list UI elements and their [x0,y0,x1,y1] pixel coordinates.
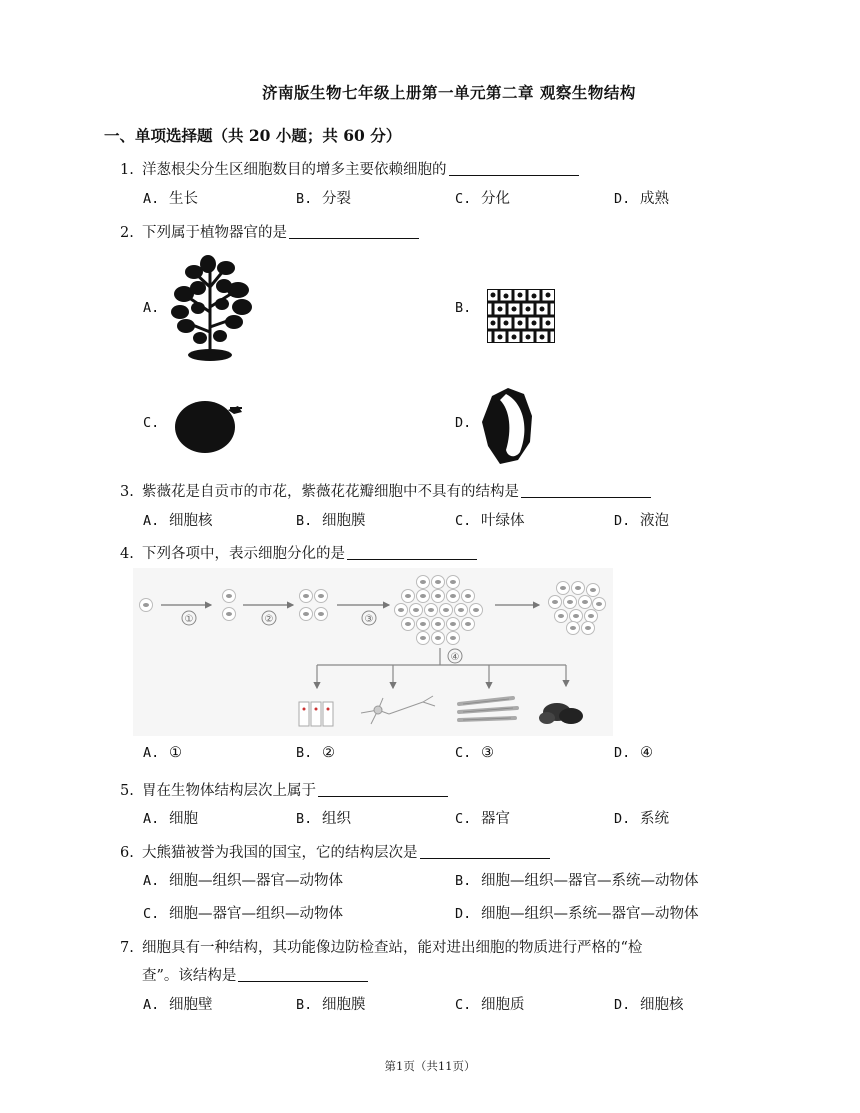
question-text: 洋葱根尖分生区细胞数目的增多主要依赖细胞的 [142,162,447,178]
question-6 [120,841,550,862]
option-c[interactable]: C. 细胞—器官—组织—动物体 [143,906,343,922]
tissue-image [487,289,555,343]
option-a[interactable]: A. 细胞—组织—器官—动物体 [143,873,343,889]
answer-blank [318,782,448,797]
question-number: 1. [120,162,134,178]
question-5 [120,779,448,800]
question-text: 大熊猫被誉为我国的国宝，它的结构层次是 [142,845,418,861]
option-a[interactable]: A. 生长 [143,191,198,207]
option-c[interactable]: C. 叶绿体 [455,513,525,529]
option-b[interactable]: B. 分裂 [296,191,351,207]
option-d[interactable]: D. 细胞核 [614,997,684,1013]
question-2 [120,221,419,242]
question-number: 5. [120,783,134,799]
option-b[interactable]: B. [455,300,472,316]
option-d[interactable]: D. 细胞—组织—系统—器官—动物体 [455,906,699,922]
question-4 [120,542,477,563]
question-text: 细胞具有一种结构，其功能像边防检查站，能对进出细胞的物质进行严格的“检 [142,940,643,956]
option-d[interactable]: D. 系统 [614,811,669,827]
question-7 [120,936,642,957]
answer-blank [521,483,651,498]
svg-text:③: ③ [364,614,374,625]
svg-text:①: ① [184,614,194,625]
question-1 [120,158,579,179]
option-d[interactable]: D. 液泡 [614,513,669,529]
option-a[interactable]: A. [143,300,160,316]
option-c[interactable]: C. ③ [455,745,494,761]
question-3 [120,480,651,501]
option-a[interactable]: A. ① [143,745,182,761]
question-number: 3. [120,484,134,500]
answer-blank [238,967,368,982]
question-text: 下列属于植物器官的是 [142,225,287,241]
option-b[interactable]: B. ② [296,745,335,761]
answer-blank [289,224,419,239]
svg-text:④: ④ [450,652,460,663]
section-heading: 一、单项选择题（共 20 小题；共 60 分） [104,126,402,145]
option-b[interactable]: B. 细胞—组织—器官—系统—动物体 [455,873,699,889]
cell-differentiation-diagram [133,568,613,736]
svg-text:②: ② [264,614,274,625]
question-text: 胃在生物体结构层次上属于 [142,783,316,799]
option-a[interactable]: A. 细胞核 [143,513,213,529]
option-c[interactable]: C. 分化 [455,191,510,207]
question-number: 6. [120,845,134,861]
answer-blank [449,161,579,176]
question-number: 7. [120,940,134,956]
option-b[interactable]: B. 组织 [296,811,351,827]
option-c[interactable]: C. 器官 [455,811,510,827]
option-a[interactable]: A. 细胞 [143,811,198,827]
answer-blank [347,545,477,560]
option-d[interactable]: D. ④ [614,745,653,761]
plant-image [168,252,256,364]
question-text: 紫薇花是自贡市的市花，紫薇花花瓣细胞中不具有的结构是 [142,484,519,500]
question-number: 4. [120,546,134,562]
option-b[interactable]: B. 细胞膜 [296,513,366,529]
question-text: 下列各项中，表示细胞分化的是 [142,546,345,562]
option-c[interactable]: C. 细胞质 [455,997,525,1013]
question-number: 2. [120,225,134,241]
answer-blank [420,844,550,859]
option-c[interactable]: C. [143,415,160,431]
page-footer: 第1页（共11页） [384,1059,476,1073]
page-title: 济南版生物七年级上册第一单元第二章 观察生物结构 [262,83,636,102]
option-b[interactable]: B. 细胞膜 [296,997,366,1013]
question-text: 查”。该结构是 [142,968,237,984]
option-d[interactable]: D. [455,415,472,431]
cell-image [478,386,538,466]
question-7-line-2 [142,964,368,985]
option-a[interactable]: A. 细胞壁 [143,997,213,1013]
option-d[interactable]: D. 成熟 [614,191,669,207]
fruit-image [172,396,246,454]
